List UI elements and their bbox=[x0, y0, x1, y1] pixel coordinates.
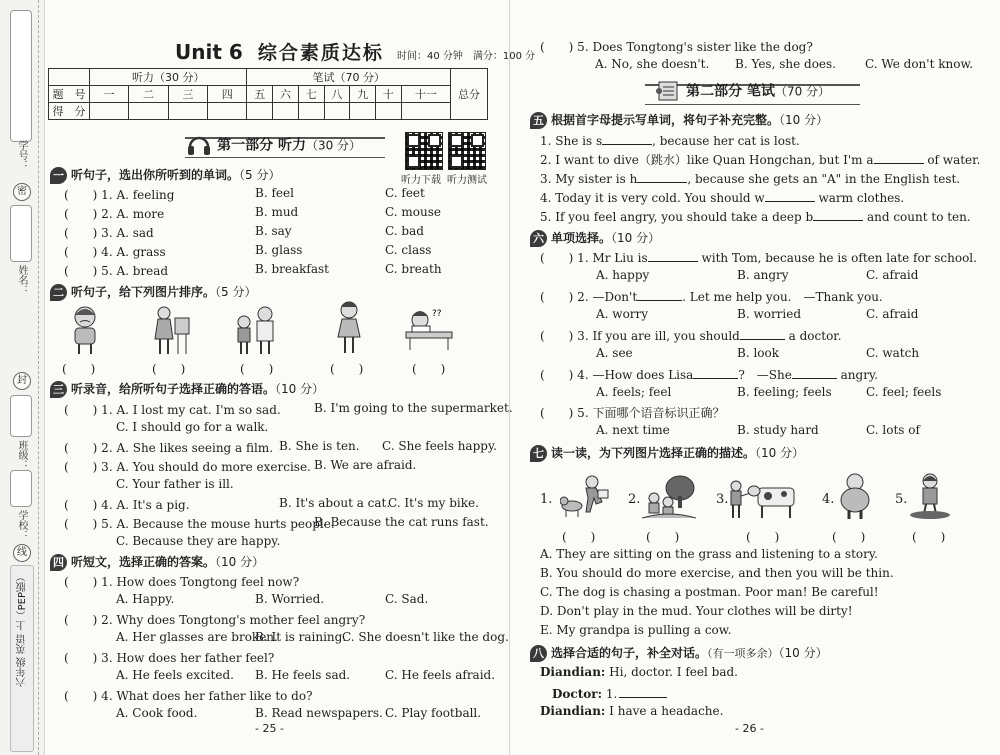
section-3-points: （10 分） bbox=[275, 382, 325, 396]
score-group-written: 笔试（70 分） bbox=[247, 69, 451, 86]
s5-q4-pre: 4. Today it is very cold. You should w bbox=[540, 191, 765, 205]
section-2-badge: 二 bbox=[50, 284, 67, 301]
s6-q5-b: B. study hard bbox=[737, 423, 819, 437]
s1-q4-c: C. class bbox=[385, 243, 432, 257]
picture-girl bbox=[334, 298, 364, 356]
s6-q2-c: C. afraid bbox=[866, 307, 919, 321]
s8-line-2-text: 1. bbox=[602, 687, 618, 701]
s7-paren-1[interactable]: ( ) bbox=[562, 530, 596, 544]
s1-q3: ( ) 3. A. sad bbox=[64, 226, 154, 240]
s5-q2 bbox=[540, 151, 980, 168]
score-row-label-number: 题 号 bbox=[49, 86, 90, 103]
part2-header bbox=[655, 79, 830, 103]
s4-q4-a: A. Cook food. bbox=[116, 706, 198, 720]
score-cell[interactable] bbox=[208, 103, 247, 120]
s6-q2 bbox=[540, 288, 883, 305]
unit-label: Unit 6 bbox=[175, 40, 243, 64]
brand-text: 六年级 英语 上（PEP版） bbox=[16, 572, 28, 687]
qr-label-test: 听力测试 bbox=[447, 175, 487, 186]
s6-q4-blank-1[interactable] bbox=[693, 366, 738, 379]
s6-q3-post: a doctor. bbox=[784, 329, 842, 343]
s7-option-a: A. They are sitting on the grass and listening to a story. bbox=[540, 547, 878, 561]
part1-points: （30 分） bbox=[305, 138, 362, 153]
s7-num-3: 3. bbox=[716, 492, 729, 507]
score-cell[interactable] bbox=[168, 103, 207, 120]
s8-line-3-text: I have a headache. bbox=[605, 704, 724, 718]
score-cell[interactable] bbox=[324, 103, 350, 120]
s5-q5-post: and count to ten. bbox=[863, 210, 971, 224]
s7-paren-4[interactable]: ( ) bbox=[832, 530, 866, 544]
s2-paren-4[interactable]: ( ) bbox=[330, 362, 364, 376]
score-cell[interactable] bbox=[350, 103, 376, 120]
s1-q2-c: C. mouse bbox=[385, 205, 441, 219]
s6-q4-c: C. feel; feels bbox=[866, 385, 942, 399]
section-4-badge: 四 bbox=[50, 554, 67, 571]
section-8-badge: 八 bbox=[530, 645, 547, 662]
s4-q4-b: B. Read newspapers. bbox=[255, 706, 383, 720]
score-col: 九 bbox=[350, 86, 376, 103]
section-3-badge: 三 bbox=[50, 381, 67, 398]
section-1-points: （5 分） bbox=[239, 168, 281, 182]
s6-q4-mid: ? —She bbox=[738, 368, 792, 382]
section-4-title: 听短文，选择正确的答案。 bbox=[71, 555, 216, 569]
section-1-badge: 一 bbox=[50, 167, 67, 184]
score-table bbox=[48, 68, 488, 120]
score-col: 一 bbox=[90, 86, 129, 103]
s4-q4: ( ) 4. What does her father like to do? bbox=[64, 689, 313, 703]
s6-q4 bbox=[540, 366, 878, 383]
s1-q1-b: B. feel bbox=[255, 186, 294, 200]
s6-q2-post: . Let me help you. —Thank you. bbox=[682, 290, 883, 304]
s6-q5: ( ) 5. 下面哪个语音标识正确？ bbox=[540, 406, 725, 420]
section-3-heading bbox=[50, 380, 324, 398]
section-6-heading bbox=[530, 229, 660, 247]
score-col: 七 bbox=[298, 86, 324, 103]
s8-line-1-text: Hi, doctor. I feel bad. bbox=[605, 665, 738, 679]
s7-num-1: 1. bbox=[540, 492, 553, 507]
s5-q1-blank[interactable] bbox=[602, 132, 652, 145]
class-box[interactable] bbox=[10, 395, 32, 437]
s3-q5-b: B. Because the cat runs fast. bbox=[314, 515, 489, 529]
name-box[interactable] bbox=[10, 205, 32, 262]
seal-mark-2: 封 bbox=[13, 372, 31, 390]
s5-q1-pre: 1. She is s bbox=[540, 134, 603, 148]
score-total-header: 总分 bbox=[451, 69, 488, 120]
s1-q4-b: B. glass bbox=[255, 243, 303, 257]
section-5-badge: 五 bbox=[530, 112, 547, 129]
s2-paren-5[interactable]: ( ) bbox=[412, 362, 446, 376]
s1-q4: ( ) 4. A. grass bbox=[64, 245, 166, 259]
score-col: 六 bbox=[273, 86, 299, 103]
student-id-box[interactable] bbox=[10, 10, 32, 142]
s4-q1-a: A. Happy. bbox=[116, 592, 175, 606]
s8-line-1 bbox=[540, 665, 738, 679]
s6-q2-a: A. worry bbox=[596, 307, 649, 321]
section-6-points: （10 分） bbox=[611, 231, 661, 245]
s8-line-2 bbox=[552, 685, 667, 701]
student-id-label: 学号： bbox=[16, 140, 27, 170]
section-1-heading bbox=[50, 166, 280, 184]
s5-q3-blank[interactable] bbox=[637, 170, 687, 183]
s5-q1 bbox=[540, 132, 800, 148]
s4-q1: ( ) 1. How does Tongtong feel now? bbox=[64, 575, 300, 589]
s4-q4-c: C. Play football. bbox=[385, 706, 482, 720]
s7-paren-3[interactable]: ( ) bbox=[746, 530, 780, 544]
s3-q1: ( ) 1. A. I lost my cat. I'm so sad. bbox=[64, 403, 281, 417]
score-col: 四 bbox=[208, 86, 247, 103]
picture-story-grass bbox=[642, 474, 696, 520]
name-label: 姓名： bbox=[16, 265, 27, 295]
section-1-title: 听句子，选出你所听到的单词。 bbox=[71, 168, 240, 182]
section-7-heading bbox=[530, 444, 804, 462]
school-label: 学校： bbox=[16, 510, 27, 540]
s7-option-c: C. The dog is chasing a postman. Poor man! Be careful! bbox=[540, 585, 879, 599]
score-col: 五 bbox=[247, 86, 273, 103]
s1-q5: ( ) 5. A. bread bbox=[64, 264, 169, 278]
svg-text:??: ?? bbox=[432, 309, 442, 319]
s5-q4-blank[interactable] bbox=[765, 189, 815, 202]
brand-strip bbox=[10, 565, 34, 752]
picture-boy-mud bbox=[910, 472, 952, 520]
score-row-label-score: 得 分 bbox=[49, 103, 90, 120]
s5-q5-pre: 5. If you feel angry, you should take a deep b bbox=[540, 210, 814, 224]
s3-q5-c: C. Because they are happy. bbox=[116, 534, 281, 548]
score-group-listening: 听力（30 分） bbox=[90, 69, 247, 86]
picture-grandpa-cow bbox=[728, 478, 800, 520]
s4-q3: ( ) 3. How does her father feel? bbox=[64, 651, 275, 665]
picture-doctor-child bbox=[232, 304, 280, 356]
s4-q2-a: A. Her glasses are broken. bbox=[116, 630, 278, 644]
section-5-points: （10 分） bbox=[779, 113, 829, 127]
exam-meta: 时间：40 分钟 满分：100 分 bbox=[396, 51, 536, 62]
score-col: 二 bbox=[129, 86, 168, 103]
s6-q1-c: C. afraid bbox=[866, 268, 919, 282]
s5-q5 bbox=[540, 208, 971, 224]
qr-code-test[interactable] bbox=[448, 132, 486, 170]
s5-q2-post: of water. bbox=[923, 153, 981, 167]
s4-q2-b: B. It is raining. bbox=[255, 630, 347, 644]
s7-paren-2[interactable]: ( ) bbox=[646, 530, 680, 544]
score-table-corner bbox=[49, 69, 90, 86]
part1-title: 第一部分 听力 bbox=[217, 137, 306, 154]
section-5-title: 根据首字母提示写单词，将句子补充完整。 bbox=[551, 113, 780, 127]
s6-q2-blank[interactable] bbox=[637, 288, 682, 301]
s5-q3-post: , because she gets an "A" in the English test. bbox=[687, 172, 961, 186]
s3-q2: ( ) 2. A. She likes seeing a film. bbox=[64, 441, 274, 455]
qr-label-download: 听力下载 bbox=[401, 175, 441, 186]
section-2-points: （5 分） bbox=[215, 285, 257, 299]
picture-mother-child bbox=[150, 304, 192, 356]
s3-q4-c: C. It's my bike. bbox=[388, 496, 479, 510]
s5-q4 bbox=[540, 189, 904, 205]
s6-q3 bbox=[540, 327, 842, 344]
headphone-icon bbox=[186, 132, 212, 158]
s2-paren-3[interactable]: ( ) bbox=[240, 362, 274, 376]
s5-q2-pre: 2. I want to dive（跳水）like Quan Hongchan, but I'm a bbox=[540, 153, 874, 167]
s6-q1-a: A. happy bbox=[596, 268, 650, 282]
s7-option-d: D. Don't play in the mud. Your clothes will be dirty! bbox=[540, 604, 853, 618]
s7-paren-5[interactable]: ( ) bbox=[912, 530, 946, 544]
s6-q1 bbox=[540, 249, 977, 266]
s2-paren-2[interactable]: ( ) bbox=[152, 362, 186, 376]
s6-q2-b: B. worried bbox=[737, 307, 802, 321]
s6-q5-c: C. lots of bbox=[866, 423, 920, 437]
s6-q1-pre: ( ) 1. Mr Liu is bbox=[540, 251, 648, 265]
s7-option-b: B. You should do more exercise, and then you will be thin. bbox=[540, 566, 894, 580]
s2-paren-1[interactable]: ( ) bbox=[62, 362, 96, 376]
scroll-icon bbox=[655, 79, 681, 103]
score-cell[interactable] bbox=[90, 103, 129, 120]
s3-q2-b: B. She is ten. bbox=[279, 439, 360, 453]
score-col: 八 bbox=[324, 86, 350, 103]
s5-q1-post: , because her cat is lost. bbox=[652, 134, 800, 148]
s6-q3-b: B. look bbox=[737, 346, 780, 360]
s1-q3-c: C. bad bbox=[385, 224, 424, 238]
s3-q1-c: C. I should go for a walk. bbox=[116, 420, 269, 434]
s4-q3-c: C. He feels afraid. bbox=[385, 668, 496, 682]
s5-q2-blank[interactable] bbox=[874, 151, 924, 164]
binding-strip bbox=[0, 0, 45, 755]
s6-q4-pre: ( ) 4. —How does Lisa bbox=[540, 368, 694, 382]
section-8-heading bbox=[530, 644, 828, 662]
r-q5-b: B. Yes, she does. bbox=[735, 57, 836, 71]
s1-q1: ( ) 1. A. feeling bbox=[64, 188, 175, 202]
section-6-badge: 六 bbox=[530, 230, 547, 247]
picture-student-desk bbox=[402, 306, 454, 350]
page-number-left: - 25 - bbox=[255, 722, 284, 735]
score-cell[interactable] bbox=[273, 103, 299, 120]
s7-option-e: E. My grandpa is pulling a cow. bbox=[540, 623, 732, 637]
cut-line bbox=[38, 0, 39, 755]
section-2-title: 听句子，给下列图片排序。 bbox=[71, 285, 216, 299]
part2-points: （70 分） bbox=[774, 84, 831, 99]
page-title bbox=[175, 38, 535, 65]
s8-line-3 bbox=[540, 704, 723, 718]
r-q5-c: C. We don't know. bbox=[865, 57, 974, 71]
s7-num-2: 2. bbox=[628, 492, 641, 507]
s6-q4-blank-2[interactable] bbox=[792, 366, 837, 379]
s6-q4-a: A. feels; feel bbox=[596, 385, 672, 399]
s5-q4-post: warm clothes. bbox=[814, 191, 905, 205]
picture-dog-postman bbox=[560, 474, 610, 518]
s4-q2: ( ) 2. Why does Tongtong's mother feel angry? bbox=[64, 613, 366, 627]
score-cell[interactable] bbox=[298, 103, 324, 120]
section-5-heading bbox=[530, 111, 828, 129]
s6-q1-blank[interactable] bbox=[648, 249, 698, 262]
section-7-title: 读一读，为下列图片选择正确的描述。 bbox=[551, 446, 756, 460]
s3-q1-b: B. I'm going to the supermarket. bbox=[314, 401, 513, 415]
s5-q3 bbox=[540, 170, 960, 186]
s8-line-2-blank[interactable] bbox=[619, 685, 667, 698]
section-2-heading bbox=[50, 283, 256, 301]
s6-q3-blank[interactable] bbox=[740, 327, 785, 340]
s6-q4-b: B. feeling; feels bbox=[737, 385, 832, 399]
part2-title: 第二部分 笔试 bbox=[686, 83, 775, 100]
s1-q1-c: C. feet bbox=[385, 186, 425, 200]
s8-line-3-speaker: Diandian: bbox=[540, 704, 606, 718]
r-q5-a: A. No, she doesn't. bbox=[595, 57, 710, 71]
section-8-title: 选择合适的句子，补全对话。 bbox=[551, 646, 708, 660]
s1-q5-c: C. breath bbox=[385, 262, 442, 276]
score-col: 十一 bbox=[401, 86, 450, 103]
score-cell[interactable] bbox=[129, 103, 168, 120]
s3-q5: ( ) 5. A. Because the mouse hurts people. bbox=[64, 517, 335, 531]
section-6-title: 单项选择。 bbox=[551, 231, 612, 245]
s6-q3-c: C. watch bbox=[866, 346, 920, 360]
section-4-points: （10 分） bbox=[215, 555, 265, 569]
part1-header bbox=[186, 132, 361, 158]
picture-fat-boy bbox=[836, 472, 874, 520]
s3-q3: ( ) 3. A. You should do more exercise. bbox=[64, 460, 311, 474]
title-cn: 综合素质达标 bbox=[257, 42, 384, 64]
s4-q3-a: A. He feels excited. bbox=[116, 668, 234, 682]
score-cell[interactable] bbox=[375, 103, 401, 120]
s1-q5-b: B. breakfast bbox=[255, 262, 329, 276]
s7-num-5: 5. bbox=[895, 492, 908, 507]
seal-mark-3: 线 bbox=[13, 544, 31, 562]
r-q5: ( ) 5. Does Tongtong's sister like the dog? bbox=[540, 40, 813, 54]
s6-q1-post: with Tom, because he is often late for school. bbox=[697, 251, 977, 265]
s6-q3-pre: ( ) 3. If you are ill, you should bbox=[540, 329, 740, 343]
s6-q3-a: A. see bbox=[596, 346, 633, 360]
s3-q4-b: B. It's about a cat. bbox=[279, 496, 391, 510]
s4-q1-b: B. Worried. bbox=[255, 592, 325, 606]
qr-code-download[interactable] bbox=[405, 132, 443, 170]
s1-q2: ( ) 2. A. more bbox=[64, 207, 165, 221]
score-col: 十 bbox=[375, 86, 401, 103]
s6-q2-pre: ( ) 2. —Don't bbox=[540, 290, 638, 304]
score-cell[interactable] bbox=[247, 103, 273, 120]
section-8-points: （10 分） bbox=[778, 646, 828, 660]
picture-sad-child bbox=[66, 304, 104, 356]
page-gutter bbox=[509, 0, 510, 755]
s8-line-2-speaker: Doctor: bbox=[552, 687, 603, 701]
s4-q3-b: B. He feels sad. bbox=[255, 668, 351, 682]
s1-q2-b: B. mud bbox=[255, 205, 299, 219]
s3-q3-c: C. Your father is ill. bbox=[116, 477, 234, 491]
s4-q1-c: C. Sad. bbox=[385, 592, 429, 606]
s5-q5-blank[interactable] bbox=[813, 208, 863, 221]
page-number-right: - 26 - bbox=[735, 722, 764, 735]
s3-q3-b: B. We are afraid. bbox=[314, 458, 417, 472]
s4-q2-c: C. She doesn't like the dog. bbox=[342, 630, 509, 644]
school-box[interactable] bbox=[10, 470, 32, 507]
section-4-heading bbox=[50, 553, 264, 571]
score-col: 三 bbox=[168, 86, 207, 103]
s7-num-4: 4. bbox=[822, 492, 835, 507]
s8-line-1-speaker: Diandian: bbox=[540, 665, 606, 679]
seal-mark-1: 密 bbox=[13, 183, 31, 201]
s1-q3-b: B. say bbox=[255, 224, 292, 238]
section-7-points: （10 分） bbox=[755, 446, 805, 460]
class-label: 班级： bbox=[16, 440, 27, 470]
s6-q5-a: A. next time bbox=[596, 423, 670, 437]
section-7-badge: 七 bbox=[530, 445, 547, 462]
s6-q1-b: B. angry bbox=[737, 268, 789, 282]
s6-q4-post: angry. bbox=[836, 368, 878, 382]
s3-q4: ( ) 4. A. It's a pig. bbox=[64, 498, 190, 512]
section-3-title: 听录音，给所听句子选择正确的答语。 bbox=[71, 382, 276, 396]
section-8-note: （有一项多余） bbox=[707, 647, 779, 660]
score-cell[interactable] bbox=[401, 103, 450, 120]
s3-q2-c: C. She feels happy. bbox=[382, 439, 497, 453]
s5-q3-pre: 3. My sister is h bbox=[540, 172, 638, 186]
